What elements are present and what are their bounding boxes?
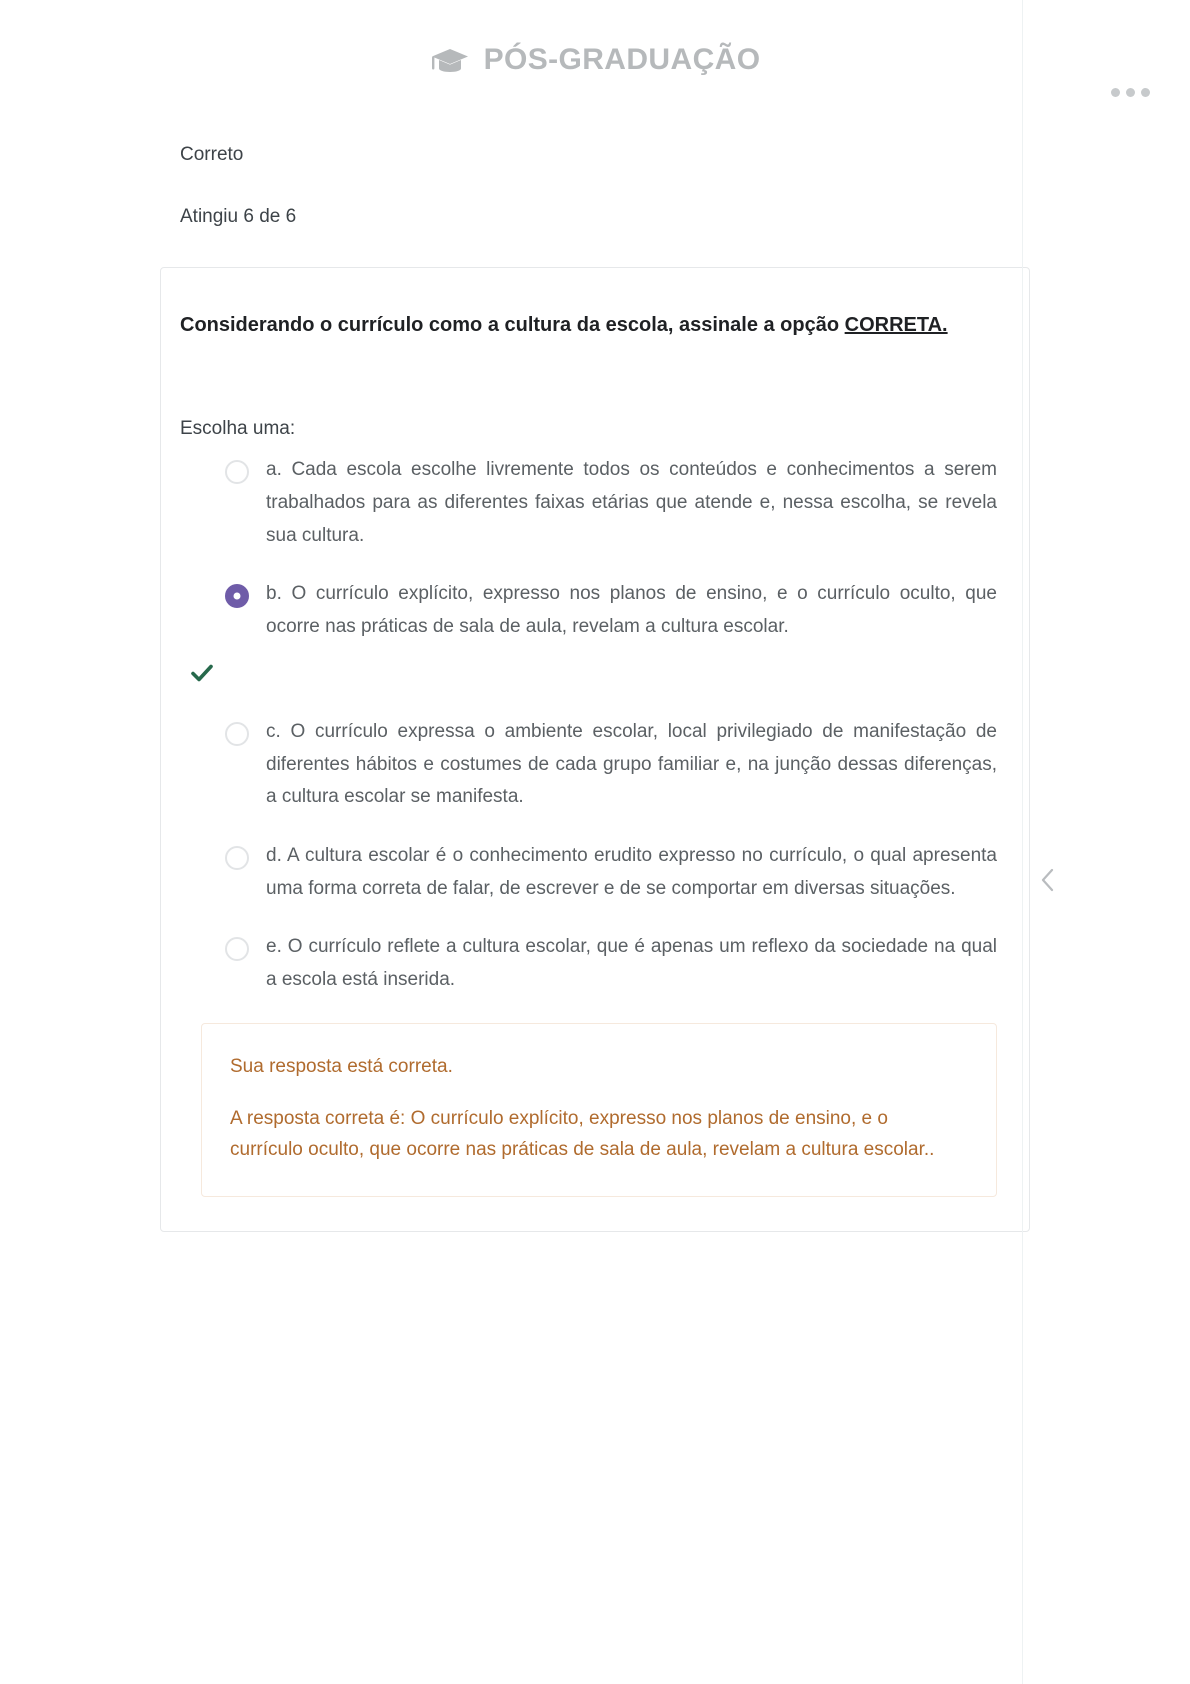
- list-item[interactable]: [180, 454, 1003, 552]
- list-item[interactable]: [180, 840, 1003, 905]
- list-item[interactable]: [180, 931, 1003, 996]
- radio-option-a[interactable]: [225, 460, 249, 484]
- radio-option-c[interactable]: [225, 722, 249, 746]
- kebab-menu-icon[interactable]: [1111, 88, 1150, 97]
- radio-option-b[interactable]: [225, 584, 249, 608]
- answer-options: [180, 454, 1003, 996]
- question-prompt-underlined: CORRETA.: [844, 314, 948, 337]
- result-label: Correto: [180, 144, 244, 165]
- question-prompt-main: Considerando o currículo como a cultura da escola, assinale a opção: [180, 314, 845, 337]
- right-side-rail: [1022, 0, 1190, 1684]
- check-mark-icon: [189, 660, 215, 686]
- correct-answer-indicator: [180, 660, 1003, 702]
- choose-one-label: Escolha uma:: [180, 417, 296, 439]
- kebab-dot: [1111, 88, 1120, 97]
- question-prompt: [180, 310, 995, 342]
- attempt-status: [0, 132, 1190, 229]
- option-label-d: d. A cultura escolar é o conhecimento erudito expresso no currículo, o qual apresenta uma forma correta de falar, de escrever e de se comportar em diversas situações.: [266, 844, 997, 899]
- site-header: [0, 0, 1190, 132]
- kebab-dot: [1126, 88, 1135, 97]
- list-item[interactable]: [180, 578, 1003, 643]
- radio-option-e[interactable]: [225, 937, 249, 961]
- feedback-status-text: Sua resposta está correta.: [230, 1055, 453, 1077]
- radio-option-d[interactable]: [225, 846, 249, 870]
- brand: [430, 43, 761, 77]
- option-label-a: a. Cada escola escolhe livremente todos os conteúdos e conhecimentos a serem trabalhados para as diferentes faixas etárias que atende e, nessa escolha, se revela sua cultura.: [266, 459, 997, 546]
- question-card: [160, 267, 1030, 1232]
- option-label-c: c. O currículo expressa o ambiente escolar, local privilegiado de manifestação de diferentes hábitos e costumes de cada grupo familiar e, na junção dessas diferenças, a cultura escolar se manifesta.: [266, 720, 997, 808]
- option-label-e: e. O currículo reflete a cultura escolar, que é apenas um reflexo da sociedade na qual a escola está inserida.: [266, 936, 997, 990]
- score-label: Atingiu 6 de 6: [180, 205, 297, 227]
- brand-title: PÓS-GRADUAÇÃO: [483, 43, 761, 76]
- kebab-dot: [1141, 88, 1150, 97]
- feedback-box: [201, 1023, 997, 1197]
- graduation-cap-icon: [430, 45, 470, 75]
- feedback-answer-text: A resposta correta é: O currículo explícito, expresso nos planos de ensino, e o currículo oculto, que ocorre nas práticas de sala de aula, revelam a cultura escolar..: [230, 1108, 935, 1161]
- option-label-b: b. O currículo explícito, expresso nos planos de ensino, e o currículo oculto, que ocorre nas práticas de sala de aula, revelam a cultura escolar.: [266, 583, 997, 638]
- list-item[interactable]: [180, 716, 1003, 814]
- chevron-left-icon[interactable]: [1031, 860, 1065, 900]
